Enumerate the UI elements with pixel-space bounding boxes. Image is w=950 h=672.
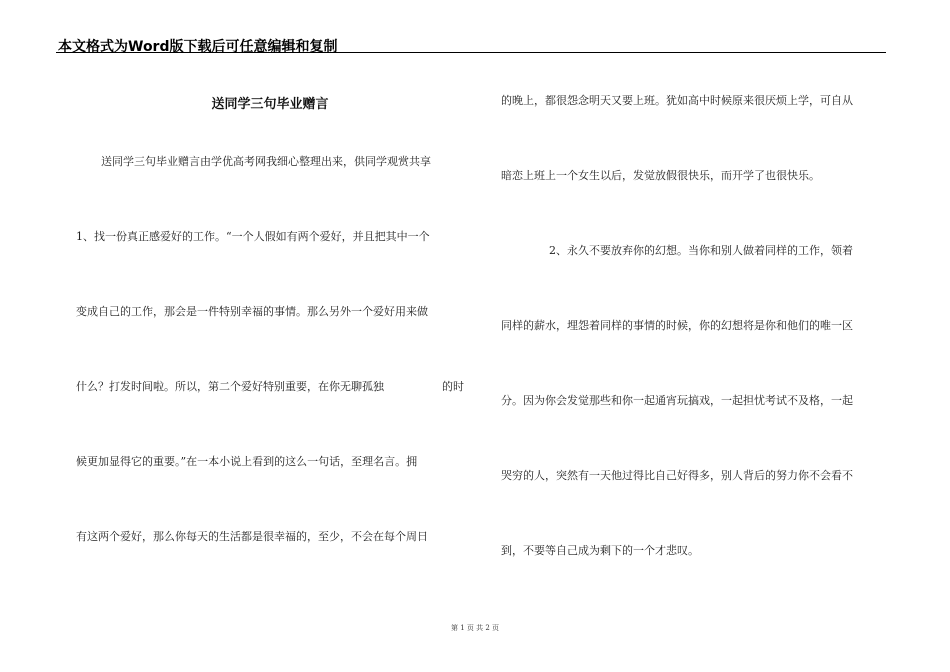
right-line-5: 分。因为你会发觉那些和你一起通宵玩搞戏，一起担忧考试不及格，一起 xyxy=(501,394,853,407)
right-line-4: 同样的薪水，埋怨着同样的事情的时候，你的幻想将是你和他们的唯一区 xyxy=(501,319,853,332)
page-header: 本文格式为Word版下载后可任意编辑和复制 xyxy=(58,39,338,55)
right-line-2: 暗恋上班上一个女生以后，发觉放假很快乐，而开学了也很快乐。 xyxy=(501,169,820,182)
left-line-6: 有这两个爱好，那么你每天的生活都是很幸福的，至少，不会在每个周日 xyxy=(76,530,428,543)
left-line-3: 变成自己的工作，那会是一件特别幸福的事情。那么另外一个爱好用来做 xyxy=(76,305,428,318)
right-line-1: 的晚上，都很怨念明天又要上班。犹如高中时候原来很厌烦上学，可自从 xyxy=(501,94,853,107)
left-line-4: 什么？打发时间啦。所以，第二个爱好特别重要，在你无聊孤独 xyxy=(76,380,384,393)
left-line-5: 候更加显得它的重要。”在一本小说上看到的这么一句话，至理名言。拥 xyxy=(76,455,418,468)
left-line-1: 送同学三句毕业赠言由学优高考网我细心整理出来，供同学观赏共享 xyxy=(101,155,431,168)
header-divider xyxy=(56,52,886,53)
left-line-4-tail: 的时 xyxy=(442,380,464,393)
document-title: 送同学三句毕业赠言 xyxy=(211,97,329,112)
right-line-7: 到，不要等自己成为剩下的一个才悲叹。 xyxy=(501,544,699,557)
page-footer: 第 1 页 共 2 页 xyxy=(450,624,500,632)
right-line-6: 哭穷的人，突然有一天他过得比自己好得多，别人背后的努力你不会看不 xyxy=(501,469,853,482)
left-line-2: 1、找一份真正感爱好的工作。“一个人假如有两个爱好，并且把其中一个 xyxy=(76,230,430,243)
right-line-3: 2、永久不要放弃你的幻想。当你和别人做着同样的工作，领着 xyxy=(549,244,853,257)
